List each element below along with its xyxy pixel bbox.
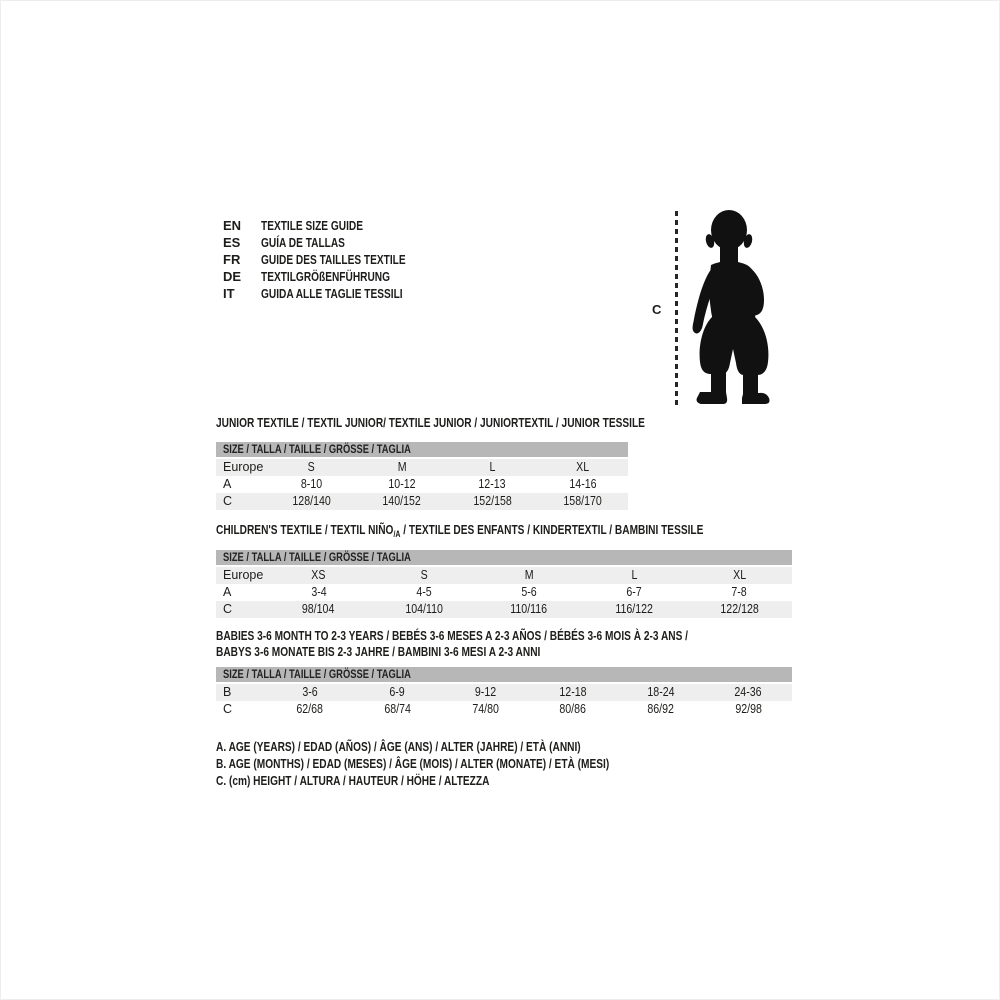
table-cell: 6-9 <box>389 685 406 699</box>
table-cell: 98/104 <box>302 602 335 616</box>
table-cell: 7-8 <box>731 585 748 599</box>
table-cell: L <box>489 460 496 474</box>
size-header-bar <box>216 667 792 682</box>
language-row-de <box>223 268 446 285</box>
language-code: ES <box>223 235 241 250</box>
table-cell: 62/68 <box>296 702 324 716</box>
table-cell: 14-16 <box>569 477 597 491</box>
measurement-legend <box>216 738 720 789</box>
table-row <box>216 701 792 718</box>
language-row-fr <box>223 251 446 268</box>
row-label: A <box>223 585 232 599</box>
language-code: FR <box>223 252 241 267</box>
junior-size-table <box>216 442 628 510</box>
size-header-bar <box>216 550 792 565</box>
table-cell: 24-36 <box>734 685 762 699</box>
table-cell: XL <box>576 460 590 474</box>
table-cell: 116/122 <box>615 602 654 616</box>
table-cell: 110/116 <box>510 602 548 616</box>
size-header-text: SIZE / TALLA / TAILLE / GRÖSSE / TAGLIA <box>223 442 411 456</box>
babies-size-table <box>216 667 792 718</box>
table-cell: 68/74 <box>384 702 411 716</box>
table-cell: 158/170 <box>563 494 602 508</box>
row-label: C <box>223 702 233 716</box>
table-row <box>216 684 792 701</box>
row-label: B <box>223 685 232 699</box>
children-heading-after: / TEXTILE DES ENFANTS / KINDERTEXTIL / BAMBINI TESSILE <box>400 522 704 537</box>
table-row <box>216 493 628 510</box>
language-title: TEXTILGRÖßENFÜHRUNG <box>261 269 391 284</box>
table-cell: 152/158 <box>473 494 512 508</box>
legend-line-b: B. AGE (MONTHS) / EDAD (MESES) / ÂGE (MOIS) / ALTER (MONATE) / ETÀ (MESI) <box>216 756 610 771</box>
table-row <box>216 601 792 618</box>
children-section-heading <box>216 522 841 542</box>
language-title: GUIDE DES TAILLES TEXTILE <box>261 252 406 267</box>
toddler-silhouette-icon <box>685 207 785 407</box>
language-title: GUÍA DE TALLAS <box>261 235 345 250</box>
table-cell: M <box>524 568 534 582</box>
table-row <box>216 459 628 476</box>
table-row <box>216 567 792 584</box>
table-cell: 6-7 <box>626 585 642 599</box>
table-cell: L <box>631 568 638 582</box>
language-title: TEXTILE SIZE GUIDE <box>261 218 363 233</box>
table-cell: 122/128 <box>720 602 759 616</box>
children-heading-before: CHILDREN'S TEXTILE / TEXTIL NIÑO <box>216 522 394 537</box>
language-row-es <box>223 234 446 251</box>
table-cell: 18-24 <box>646 685 675 699</box>
size-header-text: SIZE / TALLA / TAILLE / GRÖSSE / TAGLIA <box>223 667 411 681</box>
children-heading-sub: /A <box>393 529 401 539</box>
junior-section-heading <box>216 415 766 431</box>
table-row <box>216 584 792 601</box>
table-cell: 80/86 <box>559 702 587 716</box>
table-cell: 92/98 <box>734 702 762 716</box>
language-code: EN <box>223 218 242 233</box>
table-cell: S <box>307 460 315 474</box>
table-cell: 3-4 <box>310 585 327 599</box>
table-cell: 3-6 <box>302 685 318 699</box>
table-cell: S <box>420 568 428 582</box>
table-cell: 128/140 <box>292 494 331 508</box>
height-dashed-line <box>675 211 678 407</box>
table-cell: XL <box>732 568 746 582</box>
row-label: Europe <box>223 460 264 474</box>
table-cell: 140/152 <box>382 494 421 508</box>
table-cell: 12-18 <box>559 685 587 699</box>
height-c-label: C <box>652 302 662 317</box>
language-title: GUIDA ALLE TAGLIE TESSILI <box>261 286 403 301</box>
table-cell: 74/80 <box>471 702 499 716</box>
babies-section-heading <box>216 628 821 660</box>
babies-heading-line1: BABIES 3-6 MONTH TO 2-3 YEARS / BEBÉS 3-6 MESES A 2-3 AÑOS / BÉBÉS 3-6 MOIS À 2-3 ANS / <box>216 628 688 643</box>
table-cell: 5-6 <box>521 585 537 599</box>
table-cell: 104/110 <box>404 602 443 616</box>
table-cell: 8-10 <box>300 477 322 491</box>
table-cell: M <box>397 460 407 474</box>
language-code: IT <box>223 286 235 301</box>
language-row-en <box>223 217 446 234</box>
babies-heading-line2: BABYS 3-6 MONATE BIS 2-3 JAHRE / BAMBINI 3-6 MESI A 2-3 ANNI <box>216 644 541 659</box>
size-header-text: SIZE / TALLA / TAILLE / GRÖSSE / TAGLIA <box>223 550 411 564</box>
row-label: A <box>223 477 232 491</box>
legend-line-c: C. (cm) HEIGHT / ALTURA / HAUTEUR / HÖHE / ALTEZZA <box>216 773 490 788</box>
row-label: Europe <box>223 568 264 582</box>
table-cell: 10-12 <box>388 477 416 491</box>
table-cell: XS <box>311 568 326 582</box>
children-size-table <box>216 550 792 618</box>
language-row-it <box>223 285 446 302</box>
table-row <box>216 476 628 493</box>
language-title-list <box>223 217 446 302</box>
junior-heading-text: JUNIOR TEXTILE / TEXTIL JUNIOR/ TEXTILE JUNIOR / JUNIORTEXTIL / JUNIOR TESSILE <box>216 415 645 430</box>
table-cell: 4-5 <box>416 585 432 599</box>
table-cell: 12-13 <box>478 477 506 491</box>
table-cell: 86/92 <box>647 702 674 716</box>
size-header-bar <box>216 442 628 457</box>
row-label: C <box>223 602 233 616</box>
row-label: C <box>223 494 233 508</box>
language-code: DE <box>223 269 242 284</box>
legend-line-a: A. AGE (YEARS) / EDAD (AÑOS) / ÂGE (ANS) / ALTER (JAHRE) / ETÀ (ANNI) <box>216 739 581 754</box>
table-cell: 9-12 <box>474 685 496 699</box>
children-heading-text <box>216 522 703 542</box>
